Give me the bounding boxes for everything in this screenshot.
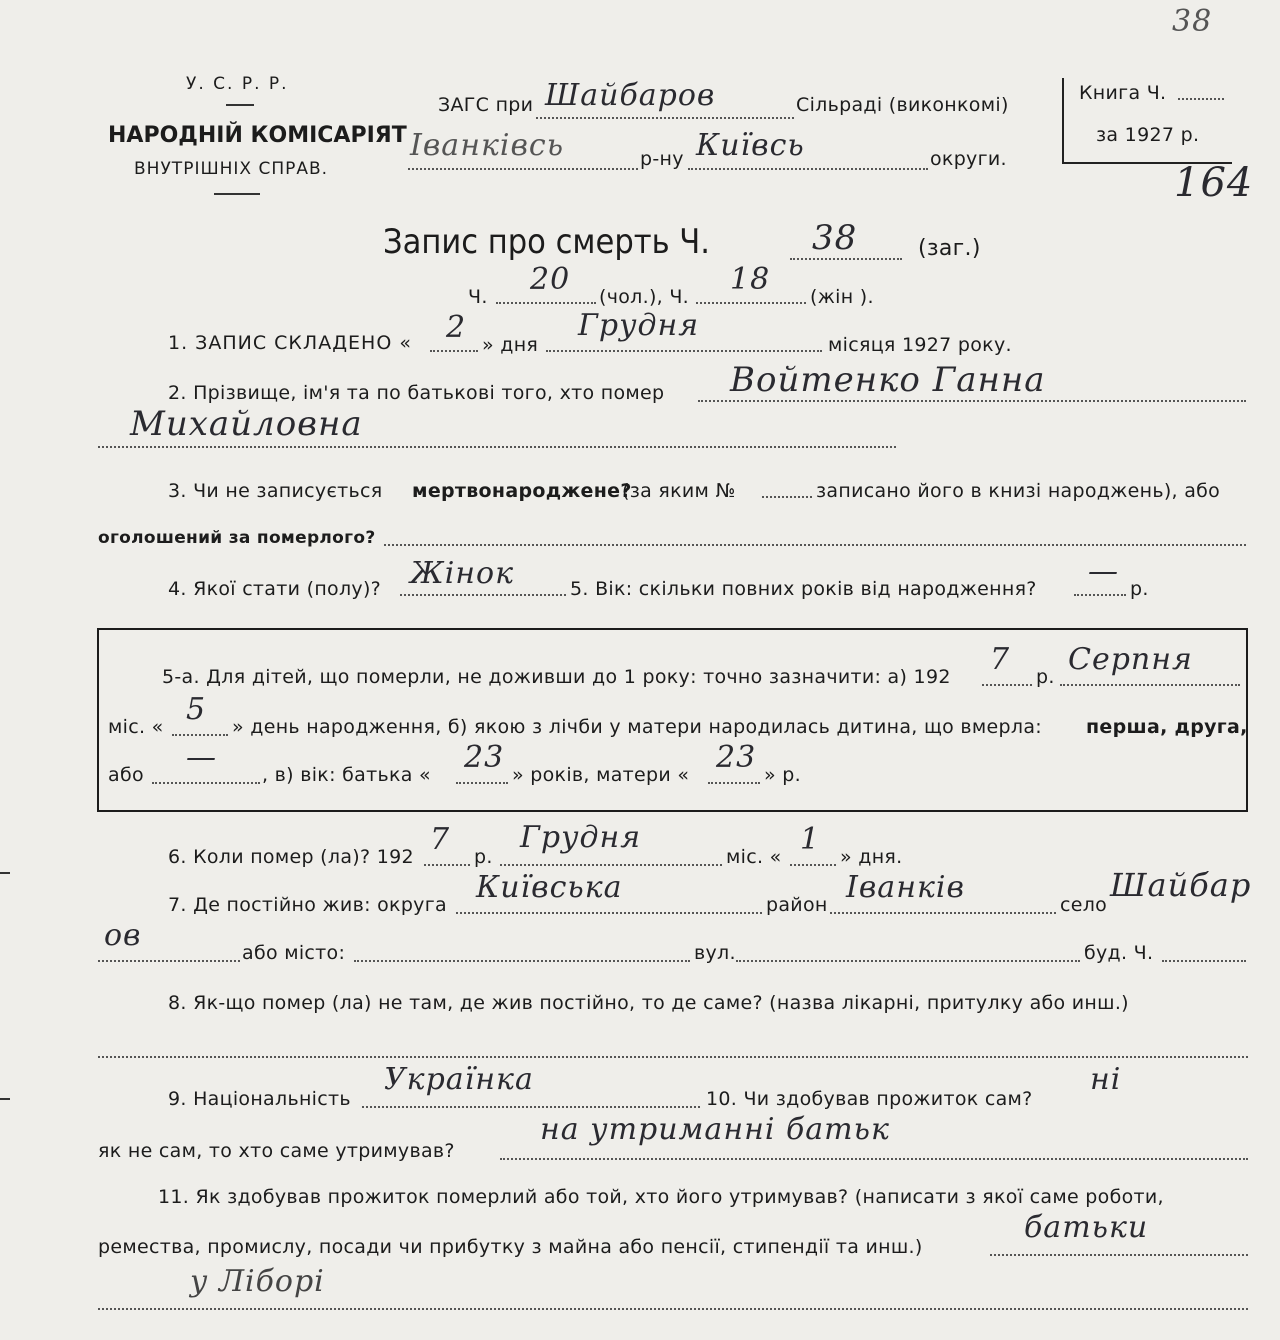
f5a-or-label: або [108,764,144,786]
f8-place-line [98,1056,1248,1058]
chol-label: (чол.), Ч. [599,286,690,308]
f5a-order-line [152,782,260,784]
f1-month-line [546,350,822,352]
f5-years-label: р. [1130,578,1149,600]
f5a-day-line [172,734,228,736]
f6-label: 6. Коли помер (ла)? 192 [168,846,414,868]
record-title: Запис про смерть Ч. [383,222,710,262]
f5a-mis-label: міс. « [108,716,164,738]
f8-label: 8. Як-що помер (ла) не там, де жив постійно, то де саме? (назва лікарні, притулку або инш.) [168,992,1129,1014]
f6-dnya-label: » дня. [840,846,903,868]
f11-label: 11. Як здобував прожиток померлий або той, хто його утримував? (написати з якої саме роботи, [158,1186,1164,1208]
male-count-handwriting: 20 [530,262,571,297]
f2-name-handwriting: Войтенко Ганна [730,360,1046,400]
f7-okrug-handwriting: Київська [476,870,623,905]
f10-who-handwriting: на утриманні батьк [540,1112,890,1147]
f7-rayon-line [830,912,1056,914]
f9-nationality-line [362,1106,700,1108]
f1-year-label: місяця 1927 року. [828,334,1012,356]
f7-village-label: село [1060,894,1108,916]
f6-year-line [424,864,470,866]
selsovet-line [536,117,794,119]
f5a-intro-label: 5-а. Для дітей, що померли, не доживши до 1 року: точно зазначити: а) 192 [162,666,951,688]
f4-sex-handwriting: Жінок [410,556,515,591]
f10-self-handwriting: ні [1090,1062,1122,1097]
f5a-year-line [982,684,1032,686]
f1-day-handwriting: 2 [446,310,467,345]
f5a-year-handwriting: 7 [990,642,1011,677]
f5a-first-second: перша, друга, [1086,716,1248,738]
f11-work2-handwriting: у Ліборі [190,1264,325,1299]
f3-declared-dead: оголошений за померлого? [98,528,376,548]
f5-age-handwriting: — [1088,554,1119,589]
f4-label: 4. Якої стати (полу)? [168,578,382,600]
f3-number-label: (за яким № [622,480,736,502]
f5-age-line [1074,594,1126,596]
f7-street-label: вул. [694,942,736,964]
f6-mis-label: міс. « [726,846,782,868]
f7-building-line [1162,960,1246,962]
f5a-r-label: р. [1036,666,1055,688]
book-number-line [1178,98,1224,100]
f10-who-line [500,1158,1248,1160]
okrug-line [688,168,928,170]
f7-village2-line [98,960,240,962]
corner-number-handwriting: 38 [1172,4,1213,39]
record-zag-label: (заг.) [918,236,981,261]
f6-month-handwriting: Грудня [520,820,642,855]
okrug-label: округи. [930,148,1007,170]
f1-label: 1. ЗАПИС СКЛАДЕНО « [168,332,412,354]
zhin-label: (жін ). [810,286,874,308]
f3-number-line [762,496,812,498]
ussr-label: У. С. Р. Р. [186,74,289,94]
rayon-handwriting: Іванківсь [410,128,565,163]
f1-month-handwriting: Грудня [578,308,700,343]
f6-r-label: р. [474,846,493,868]
f5a-father-label: , в) вік: батька « [262,764,431,786]
f6-day-line [790,864,836,866]
f5a-father-handwriting: 23 [464,740,505,775]
f3-declared-line [384,544,1246,546]
f7-okrug-line [456,912,762,914]
f7-village-handwriting: Шайбар [1110,866,1252,904]
book-label: Книга Ч. [1079,82,1167,104]
female-count-handwriting: 18 [730,262,771,297]
f5a-day-handwriting: 5 [186,692,207,727]
f10-label: 10. Чи здобував прожиток сам? [706,1088,1033,1110]
f10-who-label: як не сам, то хто саме утримував? [98,1140,455,1162]
f5a-order-question: » день народження, б) якою з лічби у матери народилась дитина, що вмерла: [232,716,1042,738]
f7-label: 7. Де постійно жив: округа [168,894,447,916]
female-line [696,302,806,304]
f5a-mother-handwriting: 23 [716,740,757,775]
f11-work2-line [98,1308,1248,1310]
record-number-line [790,258,902,260]
f6-month-line [500,864,722,866]
commissariat-title: НАРОДНІЙ КОМІСАРІЯТ [108,123,407,148]
f3-label: 3. Чи не записується [168,480,383,502]
f2-patronymic-line [98,446,896,448]
zags-label: ЗАГС при [438,94,534,116]
f7-rayon-handwriting: Іванків [846,870,965,905]
f6-year-handwriting: 7 [430,822,451,857]
book-year-label: за 1927 р. [1096,124,1200,146]
f4-sex-line [400,594,566,596]
f5-age-label: 5. Вік: скільки повних років від народження? [570,578,1037,600]
selsovet-handwriting: Шайбаров [545,78,716,113]
f7-street-line [736,960,1080,962]
header-divider-2 [214,193,260,195]
f5a-r2-label: » р. [764,764,801,786]
f7-city-label: або місто: [242,942,346,964]
f11-work-handwriting: батьки [1024,1210,1149,1245]
selrada-label: Сільраді (виконкомі) [796,94,1009,116]
okrug-handwriting: Київсь [696,128,805,163]
f3-recorded-label: записано його в книзі народжень), або [816,480,1221,502]
f5a-month-handwriting: Серпня [1068,642,1193,677]
f9-nationality-handwriting: Українка [384,1062,534,1097]
f7-rayon-label: район [766,894,828,916]
f7-village2-handwriting: ов [104,918,142,953]
f2-label: 2. Прізвище, ім'я та по батькові того, хто помер [168,382,665,404]
f5a-mother-line [708,782,760,784]
f9-label: 9. Національність [168,1088,351,1110]
f2-name-line [698,400,1246,402]
f1-day-line [430,350,478,352]
f7-city-line [354,960,690,962]
f6-day-handwriting: 1 [800,822,821,857]
f11-work-line [990,1254,1248,1256]
ch-label: Ч. [468,286,488,308]
male-line [496,302,596,304]
binder-mark [0,1098,10,1100]
f5a-month-line [1060,684,1240,686]
book-bracket [1062,78,1064,164]
binder-mark [0,872,10,874]
rayon-line [408,168,638,170]
f5a-mother-label: » років, матери « [512,764,690,786]
f3-stillborn: мертвонароджене? [412,480,632,502]
f5a-order-handwriting: — [186,740,217,775]
f11-label-cont: ремества, промислу, посади чи прибутку з майна або пенсії, стипендії та инш.) [98,1236,923,1258]
header-divider [226,104,254,106]
f5a-father-line [456,782,508,784]
side-number-handwriting: 164 [1174,160,1254,206]
record-number-handwriting: 38 [812,218,858,258]
rayon-label: р-ну [640,148,684,170]
f7-building-label: буд. Ч. [1084,942,1154,964]
internal-affairs-label: ВНУТРІШНІХ СПРАВ. [134,159,329,179]
f1-day-label: » дня [482,334,539,356]
f2-patronymic-handwriting: Михайловна [130,404,363,444]
